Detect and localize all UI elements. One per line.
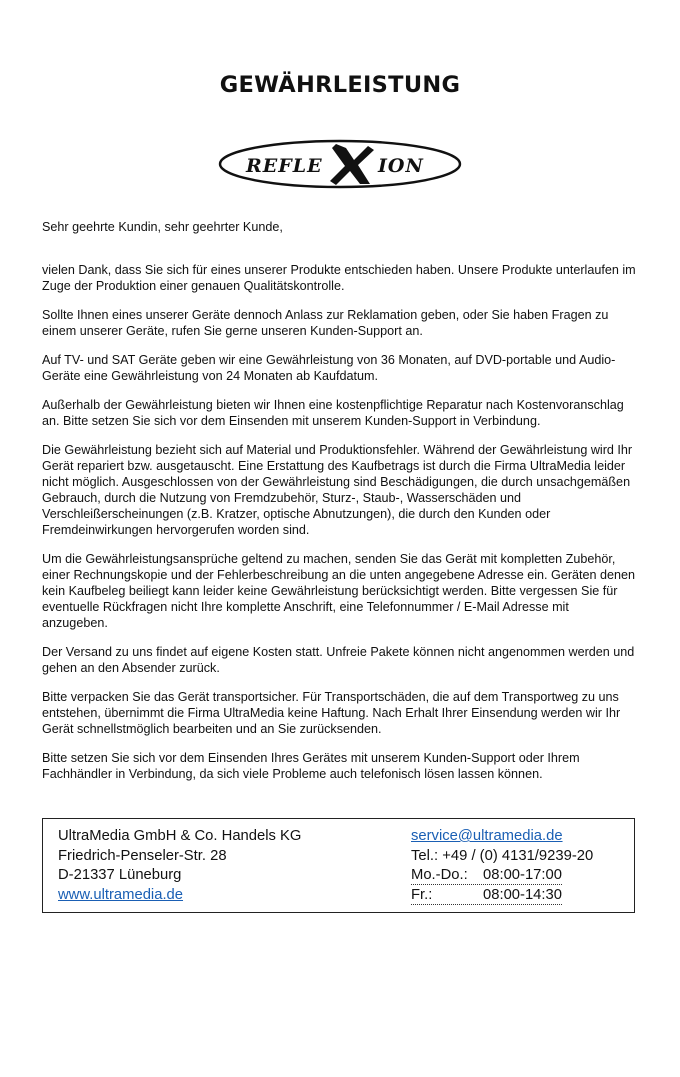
paragraph-scope: Die Gewährleistung bezieht sich auf Material und Produktionsfehler. Während der Gewährleistung wird Ihr Gerät repariert bzw. ausgetauscht. Eine Erstattung des Kaufbetrags ist durch die Firma UltraMedia leider nicht möglich. Ausgeschlossen von der Gewährleistung sind Beschädigungen, die durch unsachgemäßen Gebrauch, durch die Nutzung von Fremdzubehör, Sturz-, Staub-, Wasserschäden und Verschleißerscheinungen (z.B. Kratzer, optische Abnutzungen), die durch den Kunden oder Fremdeinwirkungen hervorgerufen worden sind. — [42, 443, 633, 537]
street-address: Friedrich-Penseler-Str. 28 — [58, 847, 227, 864]
email-link[interactable]: service@ultramedia.de — [411, 828, 563, 844]
paragraph-repair: Außerhalb der Gewährleistung bieten wir Ihnen eine kostenpflichtige Reparatur nach Kostenvoranschlag an. Bitte setzen Sie sich vor dem Einsenden mit unserem Kunden-Support in Verbindung. — [42, 398, 624, 428]
paragraph-shipping: Der Versand zu uns findet auf eigene Kosten statt. Unfreie Pakete können nicht angenommen werden und gehen an den Absender zurück. — [42, 645, 635, 675]
contact-column — [411, 827, 593, 905]
document-body — [42, 219, 638, 795]
hours-days-label: Mo.-Do.: — [411, 867, 468, 883]
salutation: Sehr geehrte Kundin, sehr geehrter Kunde, — [42, 220, 283, 234]
page-title: GEWÄHRLEISTUNG — [219, 72, 461, 98]
paragraph-warranty-period: Auf TV- und SAT Geräte geben wir eine Gewährleistung von 36 Monaten, auf DVD-portable und Audio-Geräte eine Gewährleistung von 24 Monaten ab Kaufdatum. — [42, 353, 616, 383]
paragraph-support: Sollte Ihnen eines unserer Geräte dennoch Anlass zur Reklamation geben, oder Sie haben Fragen zu einem unserer Geräte, rufen Sie gerne unseren Kunden-Support an. — [42, 308, 609, 338]
contact-box — [42, 818, 635, 913]
company-name: UltraMedia GmbH & Co. Handels KG — [58, 828, 302, 844]
paragraph-contact-first: Bitte setzen Sie sich vor dem Einsenden Ihres Gerätes mit unserem Kunden-Support oder Ihrem Fachhändler in Verbindung, da sich viele Probleme auch telefonisch lösen lassen können. — [42, 751, 580, 781]
hours-time: 08:00-17:00 — [483, 867, 562, 883]
website-link[interactable]: www.ultramedia.de — [58, 886, 184, 903]
address-column — [58, 827, 301, 905]
svg-text:REFLE: REFLE — [246, 155, 323, 177]
svg-text:ION: ION — [378, 155, 424, 177]
hours-days-label: Fr.: — [411, 886, 433, 903]
city-address: D-21337 Lüneburg — [58, 867, 182, 883]
hours-row-weekdays — [411, 867, 562, 885]
hours-row-friday — [411, 887, 562, 905]
phone-number: Tel.: +49 / (0) 4131/9239-20 — [411, 847, 594, 864]
reflexion-logo — [218, 138, 462, 190]
hours-time: 08:00-14:30 — [483, 886, 562, 903]
paragraph-packaging: Bitte verpacken Sie das Gerät transportsicher. Für Transportschäden, die auf dem Transportweg zu uns entstehen, übernimmt die Firma UltraMedia keine Haftung. Nach Erhalt Ihrer Einsendung werden wir Ihr Gerät schnellstmöglich bearbeiten und an Sie zurücksenden. — [42, 690, 621, 736]
paragraph-claims: Um die Gewährleistungsansprüche geltend zu machen, senden Sie das Gerät mit kompletten Zubehör, einer Rechnungskopie und der Fehlerbeschreibung an die unten angegebene Adresse ein. Geräten denen kein Kaufbeleg beiliegt kann leider keine Gewährleistung berücksichtigt werden. Bitte vergessen Sie für eventuelle Rückfragen nicht Ihre komplette Anschrift, eine Telefonnummer / E-Mail Adresse mit anzugeben. — [42, 552, 636, 630]
paragraph-thanks: vielen Dank, dass Sie sich für eines unserer Produkte entschieden haben. Unsere Produkte unterlaufen im Zuge der Produktion einer genauen Qualitätskontrolle. — [42, 263, 636, 293]
